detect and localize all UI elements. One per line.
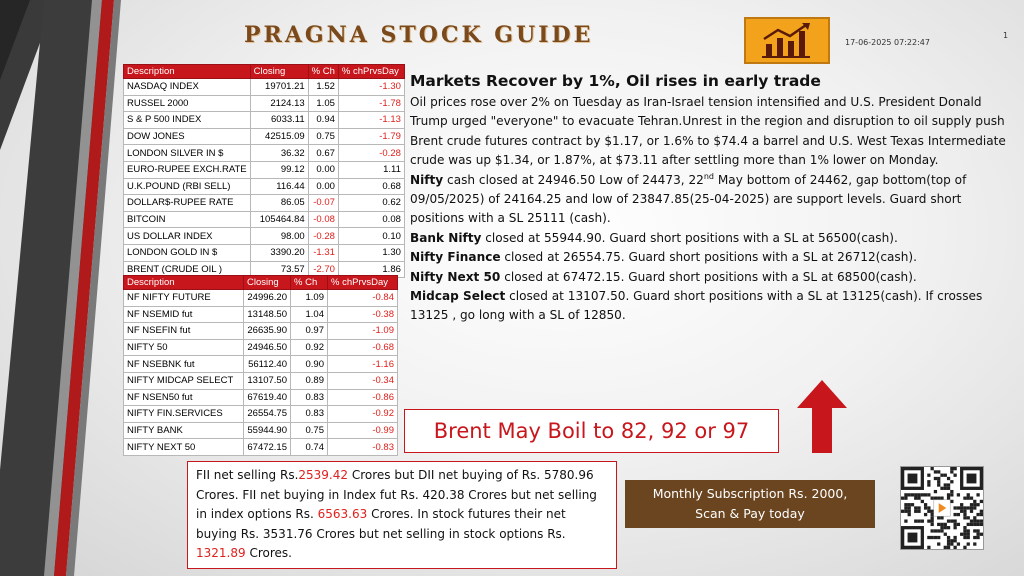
row-change: 1.04 (291, 306, 328, 323)
row-prev-change: -1.79 (338, 128, 404, 145)
row-prev-change: 0.10 (338, 228, 404, 245)
nifty-finance-paragraph (410, 248, 1010, 267)
row-description: LONDON GOLD IN $ (124, 244, 251, 261)
table-row (124, 356, 398, 373)
row-prev-change: -0.99 (328, 422, 398, 439)
row-change: -2.70 (308, 261, 338, 278)
growth-chart-logo-icon (744, 17, 830, 64)
nifty-text-a: cash closed at 24946.50 Low of 24473, 22 (443, 172, 704, 187)
row-change: 1.52 (308, 79, 338, 96)
global-markets-table (123, 64, 405, 278)
row-prev-change: -0.68 (328, 339, 398, 356)
row-change: 0.94 (308, 112, 338, 129)
column-header: % Ch (291, 276, 328, 290)
table-row (124, 211, 405, 228)
row-description: RUSSEL 2000 (124, 95, 251, 112)
midcap-text: closed at 13107.50. Guard short positions with a SL at 13125(cash). If crosses 13125 , go long with a SL of 12850. (410, 289, 983, 323)
nifty-next50-paragraph (410, 268, 1010, 287)
row-closing: 67619.40 (244, 389, 291, 406)
table-row (124, 228, 405, 245)
fii-text: Crores. (245, 546, 292, 560)
row-change: 0.00 (308, 161, 338, 178)
fii-value: 1321.89 (196, 546, 246, 560)
column-header: Closing (244, 276, 291, 290)
row-prev-change: 0.08 (338, 211, 404, 228)
nifty-text-b: May bottom of 24462, gap bottom(top of 09/05/2025) of 24164.25 and low of 23847.85(25-04-2025) are support levels. Guard short positions with a SL 25111 (cash). (410, 172, 967, 226)
column-header: % Ch (308, 65, 338, 79)
subscription-line: Scan & Pay today (695, 506, 805, 521)
row-prev-change: -1.13 (338, 112, 404, 129)
row-description: DOW JONES (124, 128, 251, 145)
row-prev-change: -1.30 (338, 79, 404, 96)
market-commentary (410, 70, 1010, 326)
row-change: 0.75 (291, 422, 328, 439)
row-description: LONDON SILVER IN $ (124, 145, 251, 162)
row-description: EURO-RUPEE EXCH.RATE (124, 161, 251, 178)
row-prev-change: -0.83 (328, 439, 398, 456)
column-header: Description (124, 65, 251, 79)
commentary-headline: Markets Recover by 1%, Oil rises in early trade (410, 72, 821, 90)
row-closing: 13107.50 (244, 372, 291, 389)
row-prev-change: 0.62 (338, 195, 404, 212)
row-change: 1.05 (308, 95, 338, 112)
row-prev-change: -0.34 (328, 372, 398, 389)
row-change: 0.75 (308, 128, 338, 145)
subscription-line: Monthly Subscription Rs. 2000, (652, 486, 848, 501)
fii-value: 2539.42 (298, 468, 349, 482)
row-closing: 36.32 (250, 145, 308, 162)
column-header: Description (124, 276, 244, 290)
row-closing: 13148.50 (244, 306, 291, 323)
table-header-row (124, 65, 405, 79)
row-description: NF NSEBNK fut (124, 356, 244, 373)
fii-text: Crores but DII net buying of Rs. 5780.96 Crores. FII net buying in Index fut Rs. 420.38 Crores but net selling in index options Rs. (196, 468, 597, 521)
row-closing: 26554.75 (244, 406, 291, 423)
fii-text: FII net selling Rs. (196, 468, 299, 482)
nifty-finance-label: Nifty Finance (410, 250, 501, 265)
row-description: NIFTY MIDCAP SELECT (124, 372, 244, 389)
row-closing: 2124.13 (250, 95, 308, 112)
up-arrow-icon (797, 380, 847, 453)
row-change: 0.67 (308, 145, 338, 162)
report-timestamp: 17-06-2025 07:22:47 (845, 38, 930, 47)
table-row (124, 79, 405, 96)
row-closing: 6033.11 (250, 112, 308, 129)
row-prev-change: -1.16 (328, 356, 398, 373)
row-change: 0.83 (291, 389, 328, 406)
row-change: 0.90 (291, 356, 328, 373)
table-row (124, 244, 405, 261)
row-closing: 55944.90 (244, 422, 291, 439)
table-row (124, 406, 398, 423)
midcap-label: Midcap Select (410, 289, 506, 304)
row-description: NF NIFTY FUTURE (124, 290, 244, 307)
table-row (124, 112, 405, 129)
table-row (124, 372, 398, 389)
row-closing: 105464.84 (250, 211, 308, 228)
table-row (124, 339, 398, 356)
row-description: NF NSEMID fut (124, 306, 244, 323)
bank-nifty-label: Bank Nifty (410, 230, 482, 245)
subscription-banner (625, 480, 875, 528)
row-prev-change: 1.86 (338, 261, 404, 278)
payment-qr-code[interactable] (900, 466, 984, 550)
row-closing: 24946.50 (244, 339, 291, 356)
row-change: -0.08 (308, 211, 338, 228)
table-header-row (124, 276, 398, 290)
row-closing: 67472.15 (244, 439, 291, 456)
row-closing: 116.44 (250, 178, 308, 195)
row-change: 0.74 (291, 439, 328, 456)
row-closing: 56112.40 (244, 356, 291, 373)
row-change: 0.83 (291, 406, 328, 423)
column-header: % chPrvsDay (328, 276, 398, 290)
row-change: -0.28 (308, 228, 338, 245)
row-closing: 99.12 (250, 161, 308, 178)
row-description: NF NSEFIN fut (124, 323, 244, 340)
midcap-paragraph (410, 287, 1010, 326)
row-closing: 42515.09 (250, 128, 308, 145)
bank-nifty-text: closed at 55944.90. Guard short positions with a SL at 56500(cash). (481, 230, 898, 245)
fii-text: Crores. In stock futures their net buying Rs. 3531.76 Crores but net selling in stock options Rs. (196, 507, 566, 541)
row-closing: 3390.20 (250, 244, 308, 261)
row-description: NIFTY 50 (124, 339, 244, 356)
row-prev-change: 1.11 (338, 161, 404, 178)
row-closing: 24996.20 (244, 290, 291, 307)
nifty-next50-label: Nifty Next 50 (410, 269, 501, 284)
row-prev-change: -0.86 (328, 389, 398, 406)
table-row (124, 323, 398, 340)
column-header: % chPrvsDay (338, 65, 404, 79)
row-prev-change: -1.09 (328, 323, 398, 340)
row-change: 0.89 (291, 372, 328, 389)
row-prev-change: -0.84 (328, 290, 398, 307)
row-change: -1.31 (308, 244, 338, 261)
page-number: 1 (1003, 31, 1009, 40)
table-row (124, 195, 405, 212)
row-description: S & P 500 INDEX (124, 112, 251, 129)
row-closing: 86.05 (250, 195, 308, 212)
fii-dii-summary (187, 461, 617, 569)
brent-forecast-box: Brent May Boil to 82, 92 or 97 (404, 409, 779, 453)
row-closing: 26635.90 (244, 323, 291, 340)
commentary-intro: Oil prices rose over 2% on Tuesday as Iran-Israel tension intensified and U.S. President Donald Trump urged "everyone" to evacuate Tehran.Unrest in the region and disruption to oil supply push Brent crude futures contract by $1.17, or 1.6% to $74.4 a barrel and U.S. West Texas Intermediate crude was up $1.34, or 1.87%, at $73.11 after settling more than 1% lower on Monday. (410, 95, 1006, 168)
column-header: Closing (250, 65, 308, 79)
row-closing: 98.00 (250, 228, 308, 245)
row-description: NIFTY FIN.SERVICES (124, 406, 244, 423)
nifty-label: Nifty (410, 172, 444, 187)
table-row (124, 145, 405, 162)
nifty-next50-text: closed at 67472.15. Guard short positions with a SL at 68500(cash). (500, 269, 917, 284)
row-change: 0.00 (308, 178, 338, 195)
fii-value: 6563.63 (317, 507, 368, 521)
row-prev-change: 1.30 (338, 244, 404, 261)
nifty-paragraph (410, 171, 1010, 229)
row-change: -0.07 (308, 195, 338, 212)
table-row (124, 95, 405, 112)
row-change: 0.92 (291, 339, 328, 356)
row-description: BITCOIN (124, 211, 251, 228)
row-description: NIFTY NEXT 50 (124, 439, 244, 456)
row-description: NASDAQ INDEX (124, 79, 251, 96)
table-row (124, 389, 398, 406)
nifty-finance-text: closed at 26554.75. Guard short positions with a SL at 26712(cash). (500, 250, 917, 265)
row-prev-change: 0.68 (338, 178, 404, 195)
row-description: NIFTY BANK (124, 422, 244, 439)
bank-nifty-paragraph (410, 229, 1010, 248)
row-description: DOLLAR$-RUPEE RATE (124, 195, 251, 212)
row-prev-change: -1.78 (338, 95, 404, 112)
row-closing: 19701.21 (250, 79, 308, 96)
table-row (124, 306, 398, 323)
row-description: US DOLLAR INDEX (124, 228, 251, 245)
page-title: PRAGNA STOCK GUIDE (244, 22, 594, 48)
row-description: NF NSEN50 fut (124, 389, 244, 406)
row-prev-change: -0.92 (328, 406, 398, 423)
row-description: BRENT (CRUDE OIL ) (124, 261, 251, 278)
row-description: U.K.POUND (RBI SELL) (124, 178, 251, 195)
table-row (124, 422, 398, 439)
row-prev-change: -0.28 (338, 145, 404, 162)
table-row (124, 161, 405, 178)
table-row (124, 439, 398, 456)
table-row (124, 290, 398, 307)
indian-markets-table (123, 275, 398, 456)
row-closing: 73.57 (250, 261, 308, 278)
table-row (124, 128, 405, 145)
table-row (124, 178, 405, 195)
row-prev-change: -0.38 (328, 306, 398, 323)
row-change: 1.09 (291, 290, 328, 307)
row-change: 0.97 (291, 323, 328, 340)
nifty-ordinal: nd (703, 171, 715, 181)
